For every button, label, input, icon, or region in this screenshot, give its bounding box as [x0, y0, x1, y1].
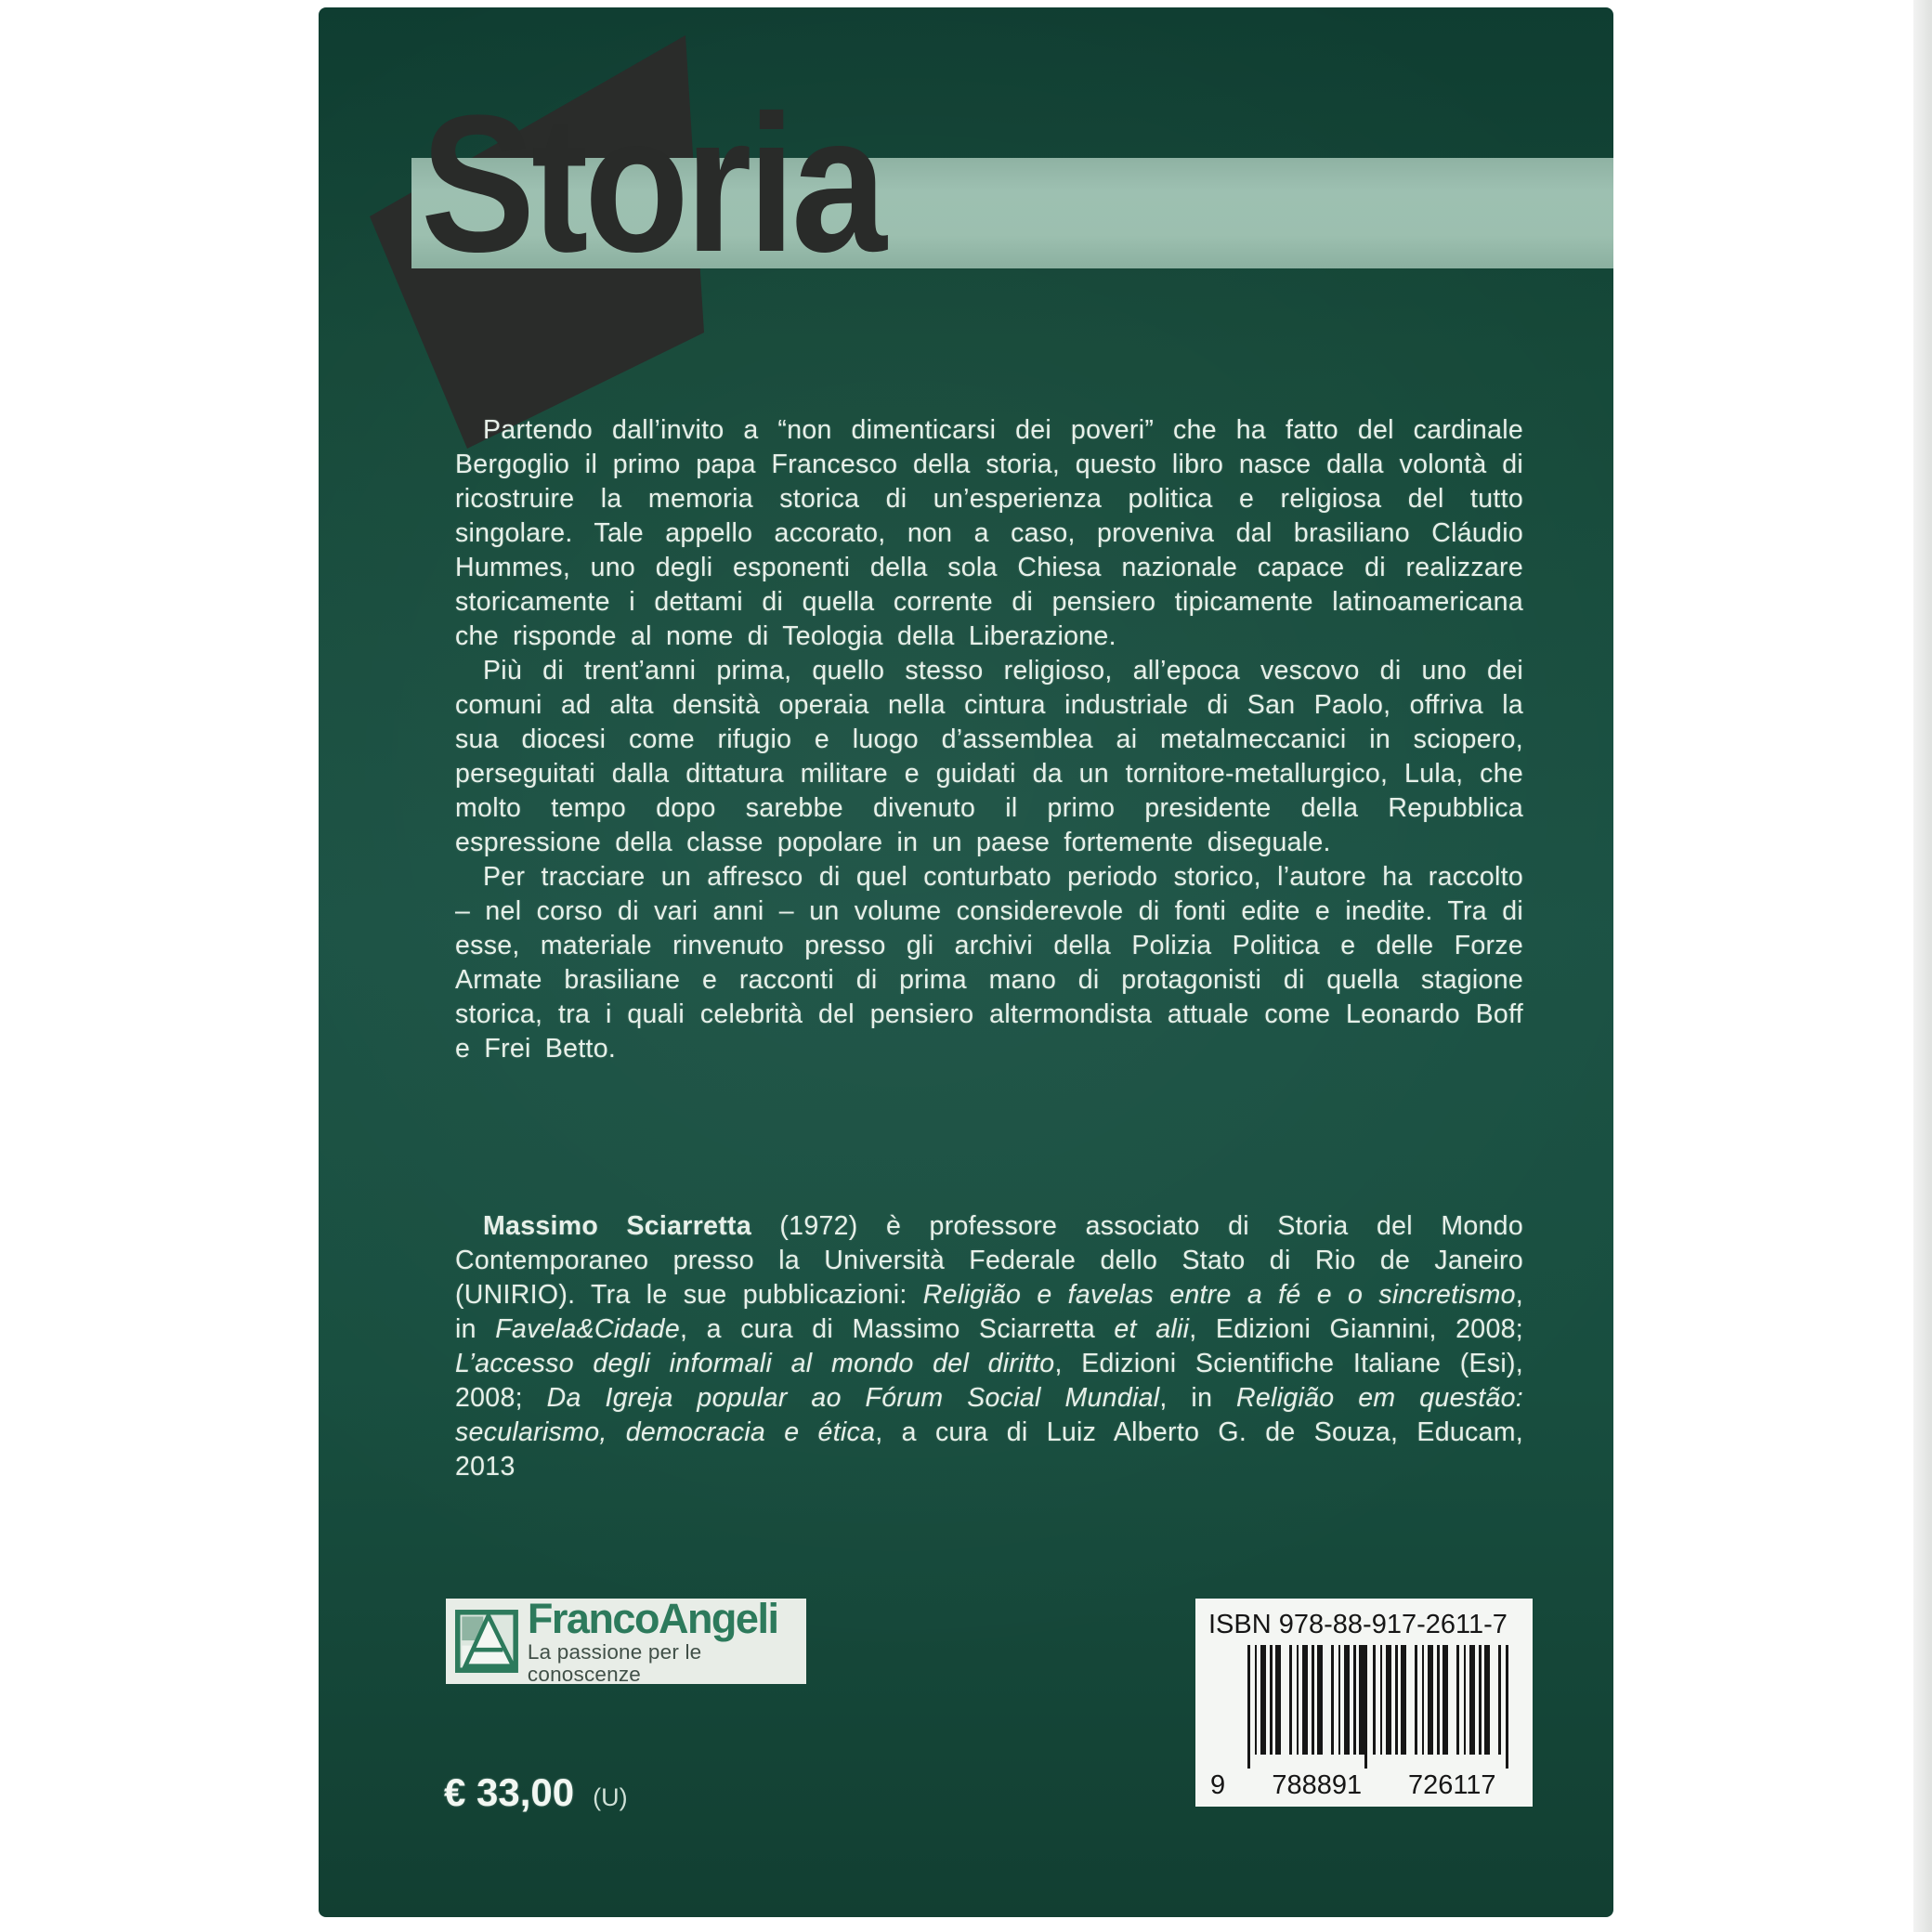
bio-segment: Favela&Cidade — [495, 1314, 680, 1344]
back-cover — [319, 7, 1613, 1917]
barcode-guard-middle — [1364, 1645, 1367, 1769]
bio-segment: , a cura di Luiz Alberto G. de Souza, Educam, 2013 — [455, 1417, 1523, 1482]
publisher-logo-icon — [455, 1607, 518, 1676]
bio-segment: (1972) è professore associato di Storia del Mondo Contemporaneo presso la Università Federale dello Stato di Rio de Janeiro (UNIRIO). Tra le sue pubblicazioni: — [455, 1211, 1523, 1310]
bio-segment: , a cura di Massimo Sciarretta — [680, 1314, 1115, 1344]
bio-segment: Religião em questão: secularismo, democracia e ética — [455, 1383, 1524, 1447]
bio-segment: , in — [1159, 1383, 1237, 1413]
barcode-guard-left — [1247, 1645, 1250, 1769]
publisher-logo — [446, 1594, 806, 1686]
bio-segment: , Edizioni Scientifiche Italiane (Esi), 2008; — [455, 1349, 1523, 1413]
publisher-name: FrancoAngeli — [527, 1594, 778, 1642]
barcode-digits-group1: 788891 — [1249, 1771, 1385, 1799]
barcode — [1208, 1645, 1520, 1799]
publisher-text — [527, 1594, 797, 1686]
bio-segment: et alii — [1114, 1314, 1190, 1344]
author-bio-paragraph — [455, 1209, 1523, 1484]
bio-segment: L’accesso degli informali al mondo del diritto — [455, 1349, 1055, 1378]
barcode-digits-group2: 726117 — [1385, 1771, 1521, 1799]
bio-segment: Massimo Sciarretta — [483, 1211, 751, 1241]
synopsis-paragraph: Partendo dall’invito a “non dimenticarsi dei poveri” che ha fatto del cardinale Bergoglio il primo papa Francesco della storia, questo libro nasce dalla volontà di ricostruire la memoria storica di un’esperienza politica e religiosa del tutto singolare. Tale appello accorato, non a caso, proveniva dal brasiliano Cláudio Hummes, uno degli esponenti della sola Chiesa nazionale capace di realizzare storicamente i dettami di quella corrente di pensiero tipicamente latinoamericana che risponde al nome di Teologia della Liberazione. — [455, 415, 1523, 651]
price-unit-note: (U) — [593, 1783, 628, 1811]
series-title: Storia — [421, 74, 883, 293]
bio-segment: Religião e favelas entre a fé e o sincretismo — [922, 1280, 1516, 1310]
price — [444, 1770, 628, 1815]
bio-segment: , Edizioni Giannini, 2008; — [1189, 1314, 1523, 1344]
isbn-label: ISBN 978-88-917-2611-7 — [1208, 1610, 1508, 1639]
barcode-bars — [1247, 1645, 1508, 1755]
bio-segment: Da Igreja popular ao Fórum Social Mundial — [546, 1383, 1160, 1413]
synopsis-paragraph: Per tracciare un affresco di quel conturbato periodo storico, l’autore ha raccolto – nel corso di vari anni – un volume considerevole di fonti edite e inedite. Tra di esse, materiale rinvenuto presso gli archivi della Polizia Politica e delle Forze Armate brasiliane e racconti di prima mano di protagonisti di quella stagione storica, tra i quali celebrità del pensiero altermondista attuale come Leonardo Boff e Frei Betto. — [455, 862, 1523, 1064]
isbn-box — [1195, 1599, 1533, 1807]
barcode-digits — [1208, 1771, 1520, 1799]
barcode-guard-right — [1506, 1645, 1508, 1769]
price-amount: € 33,00 — [444, 1770, 575, 1814]
bio-segment: , in — [455, 1280, 1523, 1344]
barcode-digit-left: 9 — [1210, 1770, 1226, 1800]
scan-page-edge — [1913, 0, 1932, 1932]
publisher-tagline: La passione per le conoscenze — [527, 1639, 702, 1686]
synopsis-paragraph: Più di trent’anni prima, quello stesso religioso, all’epoca vescovo di uno dei comuni ad alta densità operaia nella cintura industriale di San Paolo, offriva la sua diocesi come rifugio e luogo d’assemblea ai metalmeccanici in sciopero, perseguitati dalla dittatura militare e guidati da un tornitore-metallurgico, Lula, che molto tempo dopo sarebbe divenuto il primo presidente della Repubblica espressione della classe popolare in un paese fortemente diseguale. — [455, 656, 1523, 857]
synopsis-text — [455, 413, 1523, 1066]
author-bio-text — [455, 1209, 1523, 1484]
